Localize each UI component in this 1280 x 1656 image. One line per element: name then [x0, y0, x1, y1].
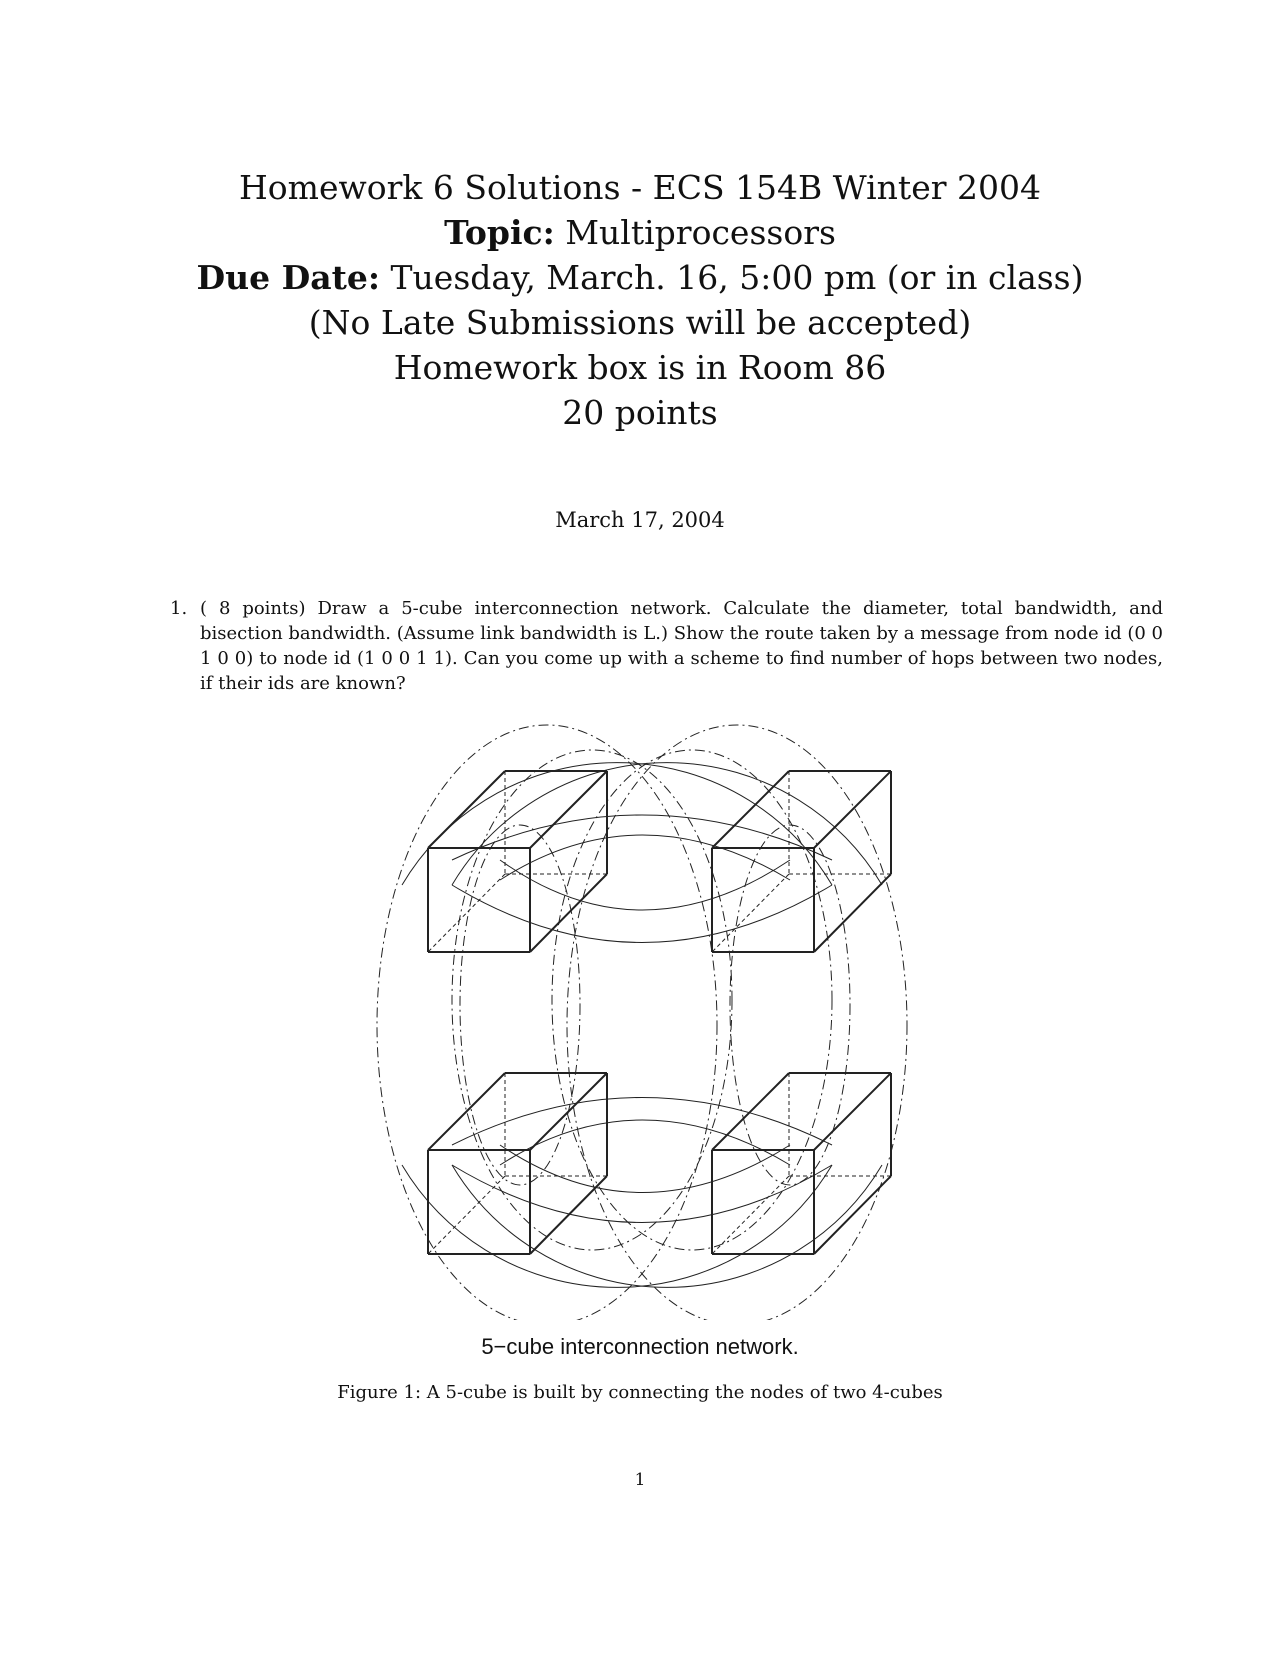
cube-top-left — [428, 771, 607, 952]
outer-arc-top-right — [452, 763, 882, 885]
inner-arc-1 — [452, 815, 832, 860]
cube-bottom-left — [428, 1073, 607, 1254]
outer-circles — [402, 763, 882, 1288]
homework-box-note: Homework box is in Room 86 — [393, 348, 887, 387]
page-number: 1 — [634, 1470, 646, 1490]
inner-arc-7 — [452, 1165, 832, 1223]
inner-arc-3 — [452, 885, 832, 943]
inner-arc-8 — [500, 1145, 790, 1193]
inner-arc-6 — [500, 1120, 790, 1165]
document-date: March 17, 2004 — [555, 508, 725, 532]
connection-ellipse-2 — [567, 725, 907, 1320]
outer-arc-bottom-right — [452, 1165, 882, 1287]
figure-label: 5−cube interconnection network. — [481, 1334, 799, 1359]
late-submission-note: (No Late Submissions will be accepted) — [308, 303, 972, 342]
figure-caption: Figure 1: A 5-cube is built by connecting the nodes of two 4-cubes — [337, 1382, 943, 1403]
due-date-label: Due Date: — [196, 258, 381, 297]
due-date-value: Tuesday, March. 16, 5:00 pm (or in class) — [390, 258, 1084, 297]
points-total: 20 points — [562, 393, 718, 432]
inner-arc-2 — [500, 835, 790, 880]
inner-arc-4 — [500, 860, 790, 910]
connection-circles — [377, 725, 907, 1320]
problem-number: 1. — [170, 598, 188, 619]
connection-ellipse-5 — [460, 825, 580, 1185]
outer-arc-top-left — [402, 763, 832, 885]
topic-value: Multiprocessors — [565, 213, 836, 252]
cube-top-right — [712, 771, 891, 952]
inner-arc-5 — [452, 1098, 832, 1146]
problem-text: ( 8 points) Draw a 5-cube interconnection network. Calculate the diameter, total bandwidth, and bisection bandwidth. (Assume link bandwidth is L.) Show the route taken by a message from node id (0 0 1 0 0) to node id (1 0 0 1 1). Can you come up with a scheme to find number of hops between two nodes, if their ids are known? — [200, 598, 1163, 694]
document-title: Homework 6 Solutions - ECS 154B Winter 2004 — [239, 168, 1041, 207]
topic-label: Topic: — [444, 213, 555, 252]
outer-arc-bottom-left — [402, 1165, 832, 1287]
inner-arcs — [452, 815, 832, 1223]
